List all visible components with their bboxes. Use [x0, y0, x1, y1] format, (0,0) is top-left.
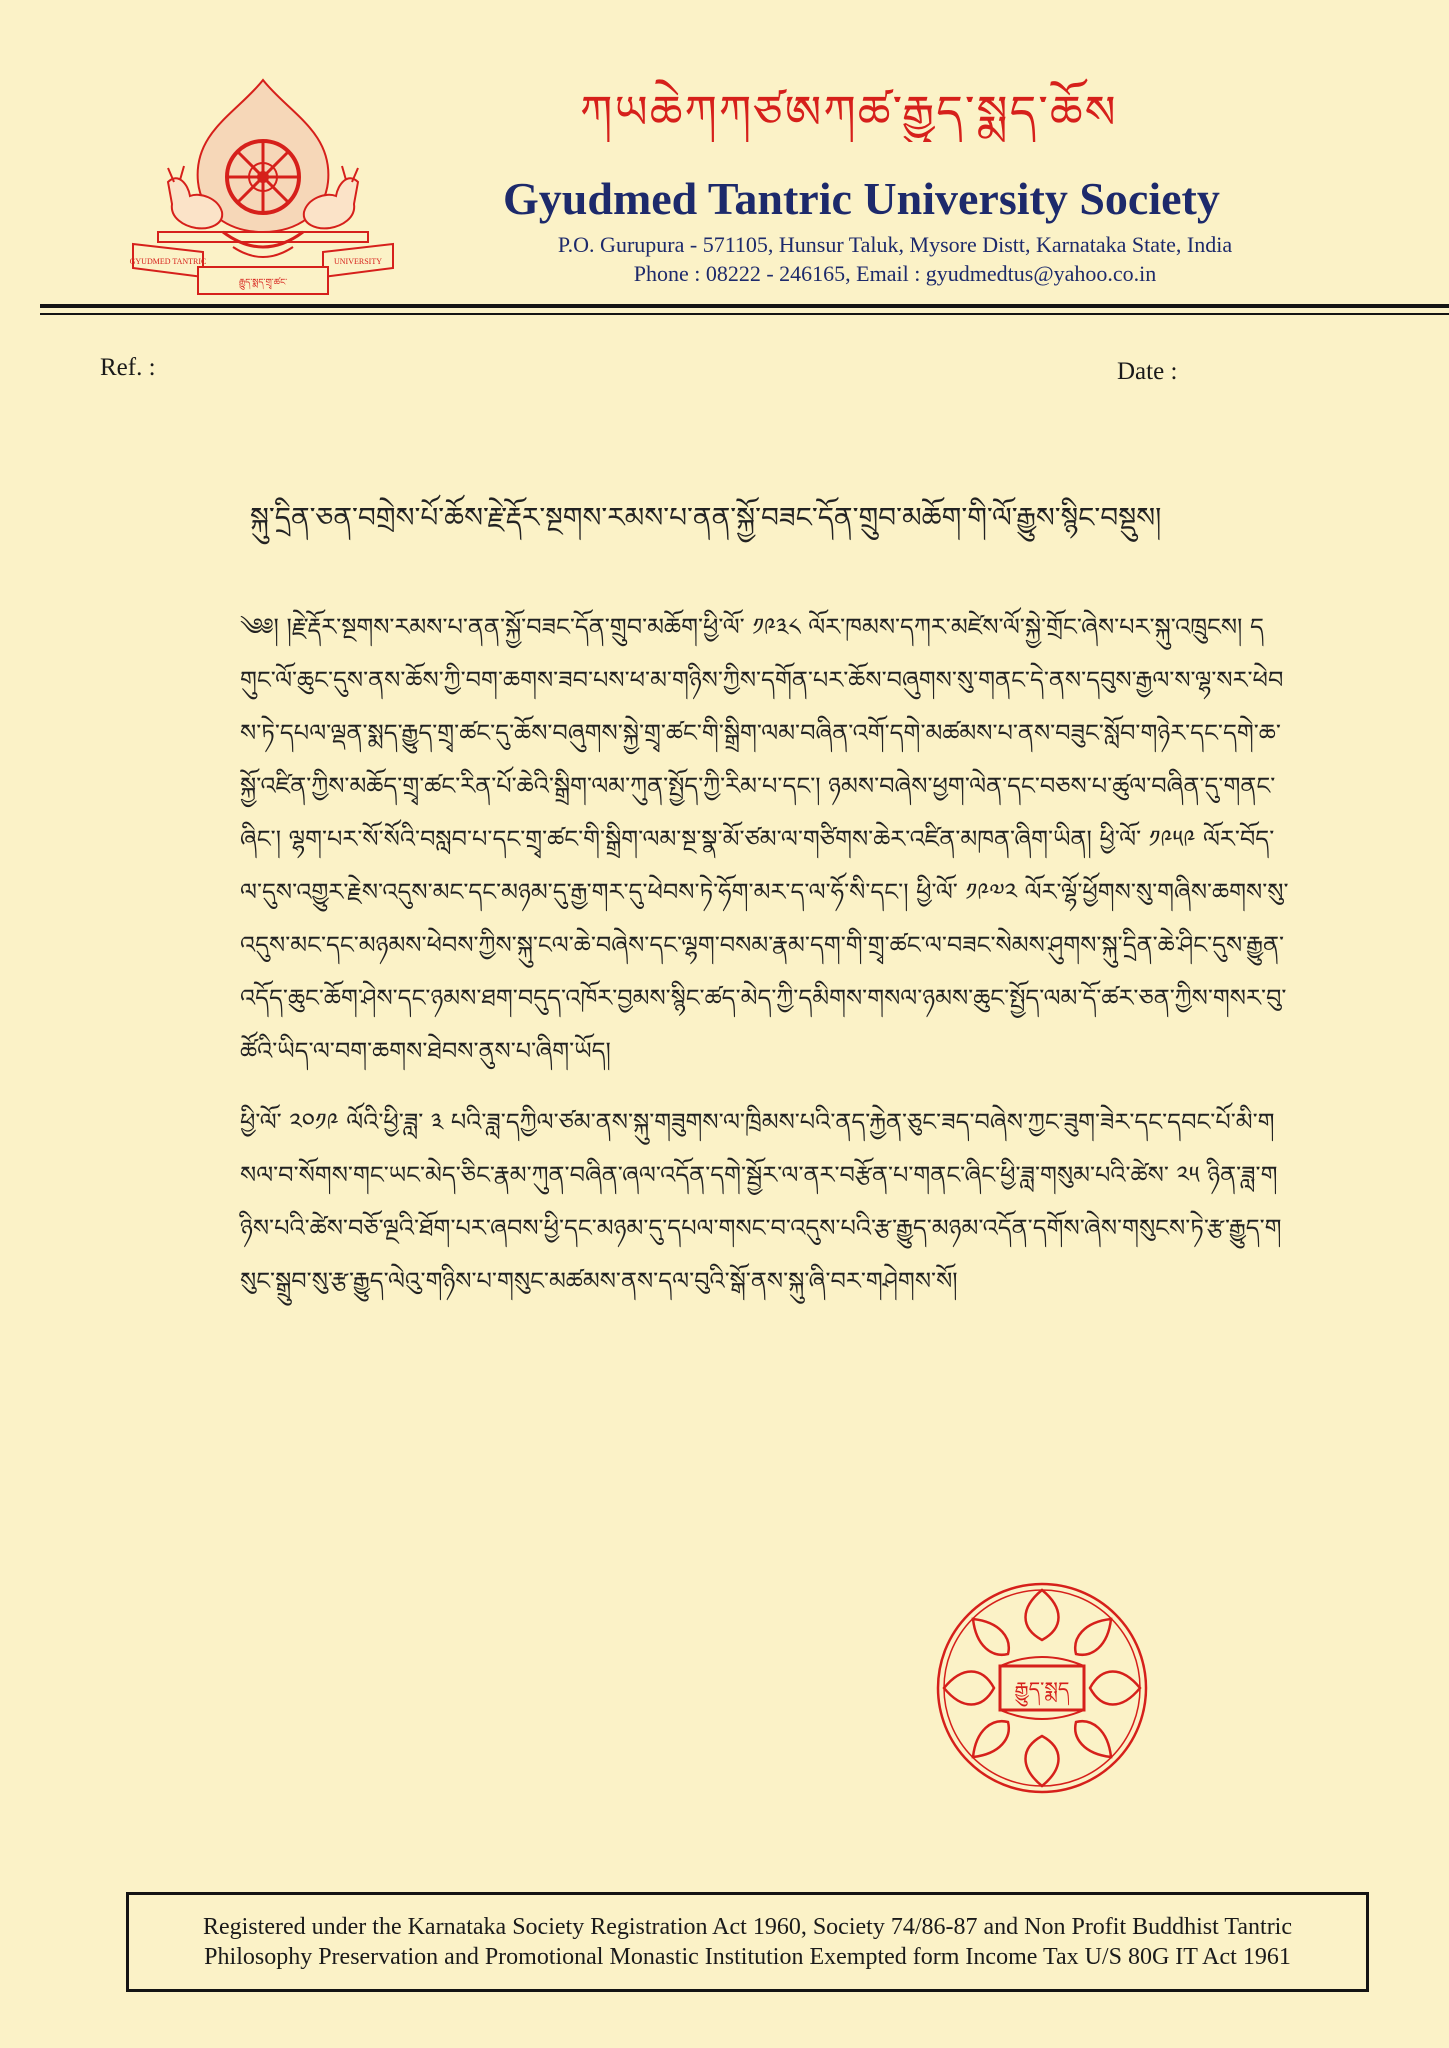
organization-name: Gyudmed Tantric University Society — [503, 173, 1220, 224]
address-line: P.O. Gurupura - 571105, Hunsur Taluk, Mysore Distt, Karnataka State, India — [557, 232, 1233, 257]
logo-right-banner-text: UNIVERSITY — [334, 257, 382, 266]
footer-line-1: Registered under the Karnataka Society Registration Act 1960, Society 74/86-87 and Non Profit Buddhist Tantric — [203, 1914, 1292, 1940]
registration-footer — [126, 1892, 1369, 1992]
tibetan-title: ཀཡཆེཀཀཙཨཀཚ་རྒྱུད་སྨད་ཆོས — [580, 85, 1118, 139]
letter-subject: སྐུ་དྲིན་ཅན་བགྲེས་པོ་ཆོས་རྗེ་རྡོར་སྔགས་རམས་པ་ནན་སྐྱོ་བཟང་དོན་གྲུབ་མཆོག་གི་ལོ་རྒྱུས་སྙིང་བསྡུས། — [250, 501, 1162, 534]
contact-line: Phone : 08222 - 246165, Email : gyudmedtus@yahoo.co.in — [633, 261, 1157, 286]
letter-paragraph-1: ༄༅། །རྗེ་རྡོར་སྔགས་རམས་པ་ནན་སྐྱོ་བཟང་དོན་གྲུབ་མཆོག་ཕྱི་ལོ་ ༡༩༣༨ ལོར་ཁམས་དཀར་མཛེས་ལོ་སྐྱེ་གྲོང་ཞེས་པར་སྐུ་འཁྲུངས། དགུང་ལོ་ཆུང་དུས་ནས་ཆོས་ཀྱི་བག་ཆགས་ཟབ་པས་ཕ་མ་གཉིས་ཀྱིས་དགོན་པར་ཆོས་བཞུགས་སུ་གནང་དེ་ནས་དབུས་རྒྱལ་ས་ལྷ་སར་ཕེབས་ཏེ་དཔལ་ལྡན་སྨད་རྒྱུད་གྲྭ་ཚང་དུ་ཆོས་བཞུགས་སྐྱེ་གྲྭ་ཚང་གི་སྒྲིག་ལམ་བཞིན་འགོ་དགེ་མཚམས་པ་ནས་བཟུང་སློབ་གཉེར་དང་དགེ་ཆ་སྐྱོ་འཛིན་ཀྱིས་མཆོད་གྲྭ་ཚང་རིན་པོ་ཆེའི་སྒྲིག་ལམ་ཀུན་སྤྱོད་ཀྱི་རིམ་པ་དང་། ཉམས་བཞེས་ཕྱག་ལེན་དང་བཅས་པ་ཚུལ་བཞིན་དུ་གནང་ཞིང་། ལྷག་པར་སོ་སོའི་བསླབ་པ་དང་གྲྭ་ཚང་གི་སྒྲིག་ལམ་སྔ་སྣ་མོ་ཙམ་ལ་གཙིགས་ཆེར་འཛིན་མཁན་ཞིག་ཡིན། ཕྱི་ལོ་ ༡༩༥༩ ལོར་བོད་ལ་དུས་འགྱུར་རྗེས་འདུས་མང་དང་མཉམ་དུ་རྒྱ་གར་དུ་ཕེབས་ཏེ་ཧོག་མར་ད་ལ་ཧོ་སི་དང་། ཕྱི་ལོ་ ༡༩༧༢ ལོར་ལྷོ་ཕྱོགས་སུ་གཞིས་ཆགས་སུ་འདུས་མང་དང་མཉམས་ཕེབས་ཀྱིས་སྐུ་ངལ་ཆེ་བཞེས་དང་ལྷག་བསམ་རྣམ་དག་གི་གྲྭ་ཚང་ལ་བཟང་སེམས་ཤུགས་སྐུ་དྲིན་ཆེ་ཤིང་དུས་རྒྱུན་འདོད་ཆུང་ཆོག་ཤེས་དང་ཉམས་ཐག་བདུད་འཁོར་བྱམས་སྙིང་ཚད་མེད་ཀྱི་དམིགས་གསལ་ཉམས་ཆུང་སྤྱོད་ལམ་དོ་ཚར་ཅན་ཀྱིས་གསར་བུ་ཚོའི་ཡིད་ལ་བག་ཆགས་ཐེབས་ནུས་པ་ཞིག་ཡོད། — [240, 613, 1289, 1065]
letterhead — [0, 0, 1449, 330]
dharma-wheel-deer-logo — [128, 72, 398, 302]
header-rule-thin — [40, 313, 1449, 315]
logo-left-banner-text: GYUDMED TANTRIC — [129, 257, 207, 266]
letter-paragraph-2: ཕྱི་ལོ་ ༢༠༡༩ ལོའི་ཕྱི་ཟླ་ ༣ པའི་ཟླ་དཀྱིལ་ཙམ་ནས་སྐུ་གཟུགས་ལ་ཁྲིམས་པའི་ནད་རྐྱེན་ཅུང་ཟད་བཞེས་ཀྱང་ཟུག་ཟེར་དང་དབང་པོ་མི་གསལ་བ་སོགས་གང་ཡང་མེད་ཅིང་རྣམ་ཀུན་བཞིན་ཞལ་འདོན་དགེ་སྦྱོར་ལ་ནར་བརྩོན་པ་གནང་ཞིང་ཕྱི་ཟླ་གསུམ་པའི་ཚེས་ ༢༥ ཉིན་ཟླ་གཉིས་པའི་ཚེས་བཅོ་ལྔའི་ཐོག་པར་ཞབས་ཕྱི་དང་མཉམ་དུ་དཔལ་གསང་བ་འདུས་པའི་རྩ་རྒྱུད་མཉམ་འདོན་དགོས་ཞེས་གསུངས་ཏེ་རྩ་རྒྱུད་གསུང་སྒྲུབ་སུ་རྩ་རྒྱུད་ལེའུ་གཉིས་པ་གསུང་མཚམས་ནས་དལ་བུའི་སྒོ་ནས་སྐུ་ཞི་བར་གཤེགས་སོ། — [240, 1108, 1282, 1295]
header-rule-thick — [40, 304, 1449, 308]
date-label: Date : — [1117, 358, 1178, 385]
footer-line-2: Philosophy Preservation and Promotional Monastic Institution Exempted form Income Tax U/S 80G IT Act 1961 — [204, 1944, 1291, 1970]
letter-body — [240, 486, 1290, 1326]
lotus-seal-stamp — [932, 1578, 1152, 1798]
seal-inscription: རྒྱུད་སྨད — [1014, 1677, 1070, 1701]
logo-bottom-banner-text: རྒྱུད་སྨད་གྲྭ་ཚང་ — [238, 278, 288, 288]
ref-label: Ref. : — [100, 354, 156, 381]
